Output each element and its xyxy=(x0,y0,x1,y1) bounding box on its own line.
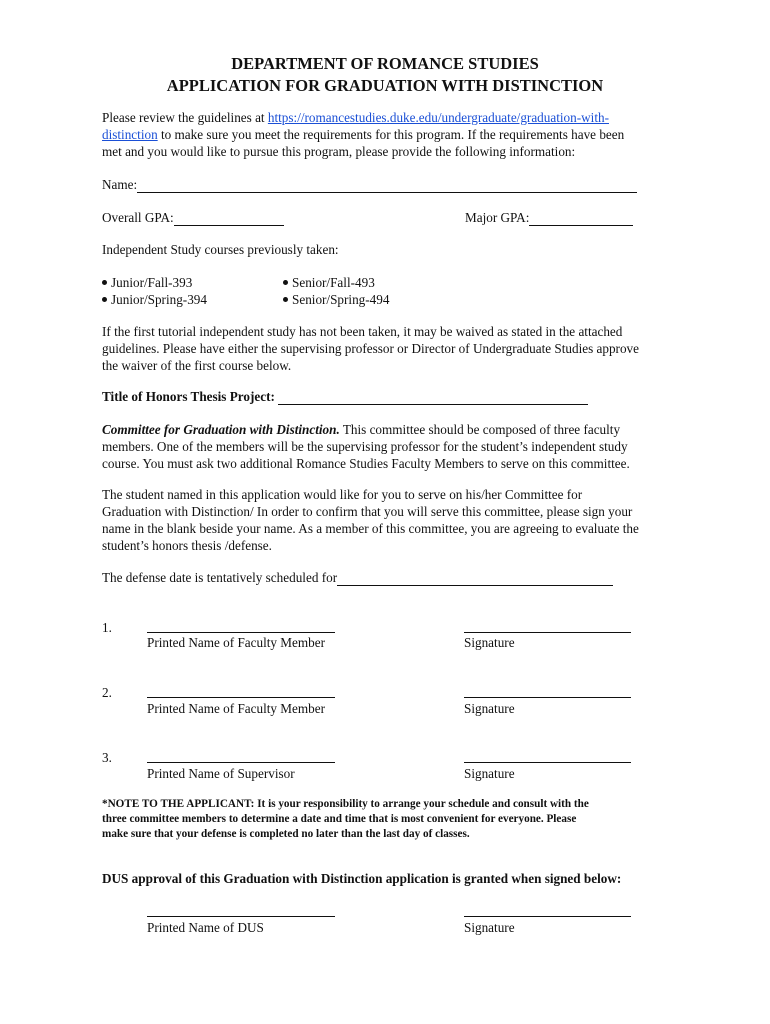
signature-caption: Signature xyxy=(464,635,515,650)
thesis-row xyxy=(102,389,588,406)
request-line-2: Graduation with Distinction/ In order to confirm that you will serve this committee, please sign your xyxy=(102,504,633,519)
thesis-title-field[interactable] xyxy=(278,390,588,405)
dus-signature-line[interactable] xyxy=(464,916,631,917)
bullet-icon xyxy=(283,280,288,285)
course-item[interactable] xyxy=(283,292,389,309)
bullet-icon xyxy=(102,280,107,285)
committee-line-1 xyxy=(102,422,620,439)
guidelines-link[interactable]: https://romancestudies.duke.edu/undergraduate/graduation-with- xyxy=(267,110,609,125)
major-gpa-field[interactable] xyxy=(529,211,633,226)
signature-caption: Signature xyxy=(464,766,515,781)
waiver-line-3: the waiver of the first course below. xyxy=(102,358,292,373)
printed-name-line[interactable] xyxy=(147,697,335,698)
course-label: Senior/Spring-494 xyxy=(292,292,390,307)
course-label: Junior/Spring-394 xyxy=(111,292,207,307)
request-line-4: student’s honors thesis /defense. xyxy=(102,538,272,553)
overall-gpa-row xyxy=(102,210,284,227)
course-item[interactable] xyxy=(102,292,207,309)
name-field[interactable] xyxy=(137,178,637,193)
applicant-note-line-1: *NOTE TO THE APPLICANT: It is your responsibility to arrange your schedule and consult with the xyxy=(102,798,589,810)
request-line-3: name in the blank beside your name. As a member of this committee, you are agreeing to evaluate the xyxy=(102,521,639,536)
course-label: Junior/Fall-393 xyxy=(111,275,193,290)
dus-approval-heading: DUS approval of this Graduation with Distinction application is granted when signed below: xyxy=(102,871,622,886)
department-title: DEPARTMENT OF ROMANCE STUDIES xyxy=(231,54,539,73)
dus-printed-name-caption: Printed Name of DUS xyxy=(147,920,264,935)
applicant-note-line-3: make sure that your defense is completed no later than the last day of classes. xyxy=(102,828,470,840)
printed-name-caption: Printed Name of Faculty Member xyxy=(147,635,325,650)
waiver-line-1: If the first tutorial independent study has not been taken, it may be waived as stated in the attached xyxy=(102,324,623,339)
signature-number: 3. xyxy=(102,750,112,765)
printed-name-caption: Printed Name of Faculty Member xyxy=(147,701,325,716)
defense-date-field[interactable] xyxy=(337,571,613,586)
dus-signature-caption: Signature xyxy=(464,920,515,935)
course-label: Senior/Fall-493 xyxy=(292,275,375,290)
form-title: APPLICATION FOR GRADUATION WITH DISTINCTION xyxy=(166,76,604,95)
committee-text: This committee should be composed of three faculty xyxy=(339,422,621,437)
waiver-line-2: guidelines. Please have either the supervising professor or Director of Undergraduate Studies approve xyxy=(102,341,639,356)
courses-heading: Independent Study courses previously taken: xyxy=(102,242,339,257)
overall-gpa-field[interactable] xyxy=(174,211,284,226)
printed-name-line[interactable] xyxy=(147,762,335,763)
bullet-icon xyxy=(283,297,288,302)
signature-number: 2. xyxy=(102,685,112,700)
course-item[interactable] xyxy=(283,275,375,292)
guidelines-link-continued[interactable]: distinction xyxy=(102,127,158,142)
committee-heading: Committee for Graduation with Distinction. xyxy=(102,422,340,437)
signature-line[interactable] xyxy=(464,762,631,763)
signature-line[interactable] xyxy=(464,632,631,633)
name-row xyxy=(102,177,637,194)
committee-line-3: course. You must ask two additional Romance Studies Faculty Members to serve on this committee. xyxy=(102,456,630,471)
bullet-icon xyxy=(102,297,107,302)
major-gpa-label: Major GPA: xyxy=(465,210,530,225)
signature-caption: Signature xyxy=(464,701,515,716)
thesis-label: Title of Honors Thesis Project: xyxy=(102,389,275,404)
intro-text-cont: to make sure you meet the requirements for this program. If the requirements have been xyxy=(157,127,625,142)
printed-name-line[interactable] xyxy=(147,632,335,633)
dus-printed-name-line[interactable] xyxy=(147,916,335,917)
intro-line-3: met and you would like to pursue this program, please provide the following information: xyxy=(102,144,576,159)
request-line-1: The student named in this application would like for you to serve on his/her Committee for xyxy=(102,487,583,502)
overall-gpa-label: Overall GPA: xyxy=(102,210,174,225)
intro-line-1 xyxy=(102,110,609,127)
major-gpa-row xyxy=(465,210,633,227)
applicant-note-line-2: three committee members to determine a date and time that is most convenient for everyone. Please xyxy=(102,813,577,825)
course-item[interactable] xyxy=(102,275,192,292)
printed-name-caption: Printed Name of Supervisor xyxy=(147,766,295,781)
defense-label: The defense date is tentatively scheduled for xyxy=(102,570,338,585)
committee-line-2: members. One of the members will be the supervising professor for the student’s independent study xyxy=(102,439,628,454)
defense-row xyxy=(102,570,613,587)
intro-line-2 xyxy=(102,127,624,144)
name-label: Name: xyxy=(102,177,138,192)
intro-text: Please review the guidelines at xyxy=(102,110,268,125)
signature-number: 1. xyxy=(102,620,112,635)
signature-line[interactable] xyxy=(464,697,631,698)
